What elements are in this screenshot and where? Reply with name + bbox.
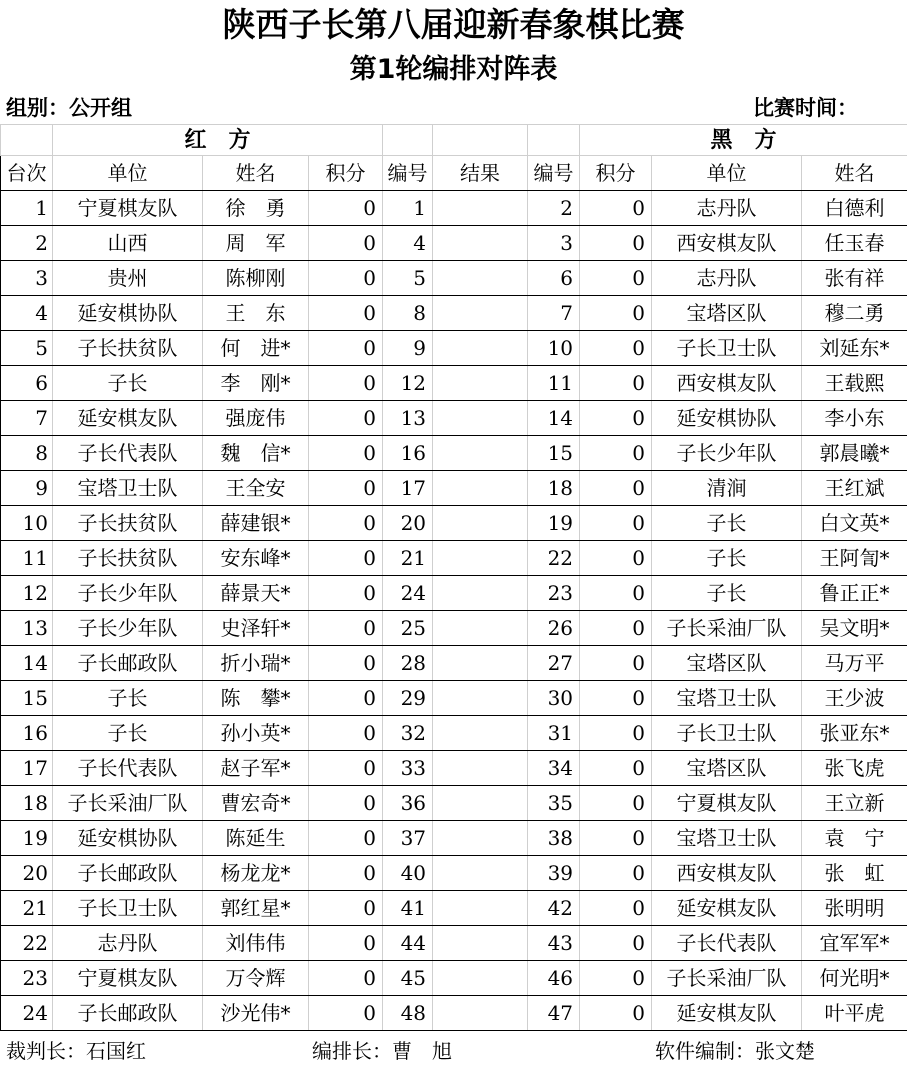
red-unit-cell: 贵州 bbox=[53, 261, 203, 296]
header-red-unit: 单位 bbox=[53, 156, 203, 191]
black-score-cell: 0 bbox=[580, 296, 652, 331]
red-score-cell: 0 bbox=[309, 401, 383, 436]
header-red-number: 编号 bbox=[383, 156, 433, 191]
black-name-cell: 白德利 bbox=[802, 191, 907, 226]
black-unit-cell: 西安棋友队 bbox=[652, 856, 802, 891]
table-row bbox=[1, 926, 907, 961]
red-number-cell: 16 bbox=[383, 436, 433, 471]
table-row bbox=[1, 681, 907, 716]
table-no-cell: 18 bbox=[1, 786, 53, 821]
black-side-label: 黑 方 bbox=[580, 125, 907, 156]
black-number-cell: 35 bbox=[528, 786, 580, 821]
red-unit-cell: 子长扶贫队 bbox=[53, 506, 203, 541]
black-number-cell: 22 bbox=[528, 541, 580, 576]
black-unit-cell: 子长采油厂队 bbox=[652, 611, 802, 646]
result-cell bbox=[433, 366, 528, 401]
red-unit-cell: 延安棋协队 bbox=[53, 821, 203, 856]
black-unit-cell: 宝塔卫士队 bbox=[652, 821, 802, 856]
black-score-cell: 0 bbox=[580, 401, 652, 436]
black-name-cell: 郭晨曦* bbox=[802, 436, 907, 471]
red-score-cell: 0 bbox=[309, 471, 383, 506]
red-score-cell: 0 bbox=[309, 191, 383, 226]
result-cell bbox=[433, 296, 528, 331]
red-number-cell: 37 bbox=[383, 821, 433, 856]
black-unit-cell: 延安棋友队 bbox=[652, 996, 802, 1031]
table-no-cell: 7 bbox=[1, 401, 53, 436]
black-number-cell: 47 bbox=[528, 996, 580, 1031]
table-no-cell: 10 bbox=[1, 506, 53, 541]
page-title: 陕西子长第八届迎新春象棋比赛 bbox=[222, 5, 685, 44]
result-cell bbox=[433, 926, 528, 961]
result-cell bbox=[433, 786, 528, 821]
black-name-cell: 张亚东* bbox=[802, 716, 907, 751]
red-name-cell: 孙小英* bbox=[203, 716, 309, 751]
black-number-cell: 34 bbox=[528, 751, 580, 786]
result-cell bbox=[433, 681, 528, 716]
result-cell bbox=[433, 191, 528, 226]
black-unit-cell: 志丹队 bbox=[652, 261, 802, 296]
result-cell bbox=[433, 996, 528, 1031]
black-name-cell: 任玉春 bbox=[802, 226, 907, 261]
red-score-cell: 0 bbox=[309, 576, 383, 611]
table-row bbox=[1, 576, 907, 611]
black-score-cell: 0 bbox=[580, 191, 652, 226]
result-cell bbox=[433, 821, 528, 856]
result-cell bbox=[433, 576, 528, 611]
result-cell bbox=[433, 961, 528, 996]
black-unit-cell: 清涧 bbox=[652, 471, 802, 506]
result-cell bbox=[433, 646, 528, 681]
red-name-cell: 赵子军* bbox=[203, 751, 309, 786]
red-side-label: 红 方 bbox=[53, 125, 383, 156]
red-unit-cell: 子长代表队 bbox=[53, 751, 203, 786]
black-number-cell: 10 bbox=[528, 331, 580, 366]
red-unit-cell: 宝塔卫士队 bbox=[53, 471, 203, 506]
red-unit-cell: 子长卫士队 bbox=[53, 891, 203, 926]
red-unit-cell: 子长邮政队 bbox=[53, 646, 203, 681]
red-score-cell: 0 bbox=[309, 996, 383, 1031]
table-row bbox=[1, 541, 907, 576]
black-unit-cell: 宁夏棋友队 bbox=[652, 786, 802, 821]
table-row bbox=[1, 191, 907, 226]
table-no-cell: 19 bbox=[1, 821, 53, 856]
red-name-cell: 折小瑞* bbox=[203, 646, 309, 681]
table-no-cell: 6 bbox=[1, 366, 53, 401]
red-number-cell: 48 bbox=[383, 996, 433, 1031]
red-number-cell: 25 bbox=[383, 611, 433, 646]
table-no-cell: 13 bbox=[1, 611, 53, 646]
table-no-cell: 4 bbox=[1, 296, 53, 331]
black-score-cell: 0 bbox=[580, 926, 652, 961]
black-name-cell: 张明明 bbox=[802, 891, 907, 926]
black-number-cell: 30 bbox=[528, 681, 580, 716]
red-number-cell: 41 bbox=[383, 891, 433, 926]
result-cell bbox=[433, 611, 528, 646]
red-name-cell: 郭红星* bbox=[203, 891, 309, 926]
table-no-cell: 22 bbox=[1, 926, 53, 961]
red-number-cell: 9 bbox=[383, 331, 433, 366]
red-number-cell: 28 bbox=[383, 646, 433, 681]
red-name-cell: 陈 攀* bbox=[203, 681, 309, 716]
black-name-cell: 王立新 bbox=[802, 786, 907, 821]
table-no-cell: 14 bbox=[1, 646, 53, 681]
black-number-cell: 31 bbox=[528, 716, 580, 751]
table-row bbox=[1, 996, 907, 1031]
black-name-cell: 鲁正正* bbox=[802, 576, 907, 611]
table-no-cell: 1 bbox=[1, 191, 53, 226]
red-name-cell: 周 军 bbox=[203, 226, 309, 261]
black-unit-cell: 宝塔区队 bbox=[652, 751, 802, 786]
table-row bbox=[1, 786, 907, 821]
red-score-cell: 0 bbox=[309, 611, 383, 646]
result-cell bbox=[433, 401, 528, 436]
red-unit-cell: 子长少年队 bbox=[53, 611, 203, 646]
red-name-cell: 史泽轩* bbox=[203, 611, 309, 646]
table-row bbox=[1, 716, 907, 751]
black-unit-cell: 延安棋协队 bbox=[652, 401, 802, 436]
black-score-cell: 0 bbox=[580, 226, 652, 261]
table-no-cell: 5 bbox=[1, 331, 53, 366]
red-score-cell: 0 bbox=[309, 436, 383, 471]
pairing-table bbox=[0, 124, 907, 1031]
black-score-cell: 0 bbox=[580, 821, 652, 856]
red-number-cell: 8 bbox=[383, 296, 433, 331]
red-score-cell: 0 bbox=[309, 961, 383, 996]
red-number-cell: 21 bbox=[383, 541, 433, 576]
table-row bbox=[1, 856, 907, 891]
black-unit-cell: 子长 bbox=[652, 506, 802, 541]
result-cell bbox=[433, 856, 528, 891]
table-row bbox=[1, 646, 907, 681]
table-row bbox=[1, 611, 907, 646]
red-unit-cell: 子长 bbox=[53, 716, 203, 751]
red-number-cell: 40 bbox=[383, 856, 433, 891]
red-number-cell: 29 bbox=[383, 681, 433, 716]
black-number-cell: 18 bbox=[528, 471, 580, 506]
black-score-cell: 0 bbox=[580, 611, 652, 646]
red-score-cell: 0 bbox=[309, 366, 383, 401]
black-unit-cell: 子长卫士队 bbox=[652, 716, 802, 751]
red-score-cell: 0 bbox=[309, 646, 383, 681]
red-unit-cell: 山西 bbox=[53, 226, 203, 261]
black-number-cell: 46 bbox=[528, 961, 580, 996]
black-name-cell: 张飞虎 bbox=[802, 751, 907, 786]
red-name-cell: 何 进* bbox=[203, 331, 309, 366]
red-unit-cell: 宁夏棋友队 bbox=[53, 961, 203, 996]
group-label: 组别：公开组 bbox=[6, 96, 132, 120]
result-cell bbox=[433, 891, 528, 926]
table-row bbox=[1, 506, 907, 541]
black-score-cell: 0 bbox=[580, 541, 652, 576]
red-score-cell: 0 bbox=[309, 891, 383, 926]
black-name-cell: 李小东 bbox=[802, 401, 907, 436]
table-no-cell: 8 bbox=[1, 436, 53, 471]
table-no-cell: 21 bbox=[1, 891, 53, 926]
black-number-cell: 14 bbox=[528, 401, 580, 436]
info-line bbox=[0, 92, 907, 124]
page-subtitle: 第1轮编排对阵表 bbox=[349, 54, 558, 85]
black-unit-cell: 宝塔区队 bbox=[652, 646, 802, 681]
footer bbox=[0, 1034, 907, 1069]
header-red-score: 积分 bbox=[309, 156, 383, 191]
red-score-cell: 0 bbox=[309, 716, 383, 751]
red-name-cell: 万令辉 bbox=[203, 961, 309, 996]
red-unit-cell: 宁夏棋友队 bbox=[53, 191, 203, 226]
table-row bbox=[1, 891, 907, 926]
table-row bbox=[1, 261, 907, 296]
red-name-cell: 李 刚* bbox=[203, 366, 309, 401]
black-name-cell: 宜军军* bbox=[802, 926, 907, 961]
table-row bbox=[1, 401, 907, 436]
black-number-cell: 43 bbox=[528, 926, 580, 961]
table-no-cell: 12 bbox=[1, 576, 53, 611]
black-name-cell: 吴文明* bbox=[802, 611, 907, 646]
table-no-cell: 16 bbox=[1, 716, 53, 751]
black-number-cell: 42 bbox=[528, 891, 580, 926]
black-unit-cell: 子长少年队 bbox=[652, 436, 802, 471]
table-row bbox=[1, 436, 907, 471]
red-unit-cell: 子长少年队 bbox=[53, 576, 203, 611]
table-row bbox=[1, 331, 907, 366]
result-cell bbox=[433, 751, 528, 786]
black-name-cell: 马万平 bbox=[802, 646, 907, 681]
black-score-cell: 0 bbox=[580, 576, 652, 611]
table-row bbox=[1, 821, 907, 856]
black-number-cell: 3 bbox=[528, 226, 580, 261]
red-number-cell: 33 bbox=[383, 751, 433, 786]
black-score-cell: 0 bbox=[580, 506, 652, 541]
table-no-cell: 3 bbox=[1, 261, 53, 296]
result-cell bbox=[433, 226, 528, 261]
black-score-cell: 0 bbox=[580, 961, 652, 996]
red-score-cell: 0 bbox=[309, 506, 383, 541]
black-name-cell: 王少波 bbox=[802, 681, 907, 716]
header-red-name: 姓名 bbox=[203, 156, 309, 191]
arranger: 编排长：曹 旭 bbox=[312, 1039, 452, 1063]
red-unit-cell: 子长扶贫队 bbox=[53, 331, 203, 366]
black-number-cell: 39 bbox=[528, 856, 580, 891]
red-unit-cell: 子长邮政队 bbox=[53, 856, 203, 891]
red-score-cell: 0 bbox=[309, 226, 383, 261]
result-cell bbox=[433, 506, 528, 541]
black-unit-cell: 延安棋友队 bbox=[652, 891, 802, 926]
red-score-cell: 0 bbox=[309, 296, 383, 331]
table-row bbox=[1, 961, 907, 996]
table-no-cell: 17 bbox=[1, 751, 53, 786]
red-score-cell: 0 bbox=[309, 261, 383, 296]
chief-referee: 裁判长：石国红 bbox=[6, 1039, 146, 1063]
black-score-cell: 0 bbox=[580, 751, 652, 786]
black-score-cell: 0 bbox=[580, 471, 652, 506]
red-unit-cell: 子长扶贫队 bbox=[53, 541, 203, 576]
black-score-cell: 0 bbox=[580, 436, 652, 471]
black-score-cell: 0 bbox=[580, 366, 652, 401]
header-result: 结果 bbox=[433, 156, 528, 191]
red-name-cell: 沙光伟* bbox=[203, 996, 309, 1031]
table-no-cell: 2 bbox=[1, 226, 53, 261]
black-unit-cell: 西安棋友队 bbox=[652, 226, 802, 261]
black-number-cell: 27 bbox=[528, 646, 580, 681]
red-score-cell: 0 bbox=[309, 751, 383, 786]
black-unit-cell: 子长采油厂队 bbox=[652, 961, 802, 996]
black-score-cell: 0 bbox=[580, 716, 652, 751]
black-score-cell: 0 bbox=[580, 996, 652, 1031]
header-black-name: 姓名 bbox=[802, 156, 907, 191]
table-no-cell: 11 bbox=[1, 541, 53, 576]
result-cell bbox=[433, 331, 528, 366]
black-unit-cell: 志丹队 bbox=[652, 191, 802, 226]
black-number-cell: 6 bbox=[528, 261, 580, 296]
result-cell bbox=[433, 471, 528, 506]
red-number-cell: 20 bbox=[383, 506, 433, 541]
black-name-cell: 白文英* bbox=[802, 506, 907, 541]
result-cell bbox=[433, 261, 528, 296]
red-score-cell: 0 bbox=[309, 786, 383, 821]
red-name-cell: 王全安 bbox=[203, 471, 309, 506]
red-name-cell: 徐 勇 bbox=[203, 191, 309, 226]
black-name-cell: 张 虹 bbox=[802, 856, 907, 891]
red-number-cell: 12 bbox=[383, 366, 433, 401]
black-score-cell: 0 bbox=[580, 331, 652, 366]
red-unit-cell: 志丹队 bbox=[53, 926, 203, 961]
red-unit-cell: 子长采油厂队 bbox=[53, 786, 203, 821]
black-unit-cell: 子长代表队 bbox=[652, 926, 802, 961]
red-unit-cell: 子长 bbox=[53, 681, 203, 716]
black-score-cell: 0 bbox=[580, 646, 652, 681]
table-no-cell: 23 bbox=[1, 961, 53, 996]
table-no-cell: 24 bbox=[1, 996, 53, 1031]
black-number-cell: 38 bbox=[528, 821, 580, 856]
black-name-cell: 袁 宁 bbox=[802, 821, 907, 856]
red-name-cell: 薛景天* bbox=[203, 576, 309, 611]
black-unit-cell: 子长 bbox=[652, 576, 802, 611]
red-name-cell: 魏 信* bbox=[203, 436, 309, 471]
red-score-cell: 0 bbox=[309, 926, 383, 961]
black-number-cell: 23 bbox=[528, 576, 580, 611]
black-name-cell: 刘延东* bbox=[802, 331, 907, 366]
red-name-cell: 安东峰* bbox=[203, 541, 309, 576]
red-unit-cell: 延安棋友队 bbox=[53, 401, 203, 436]
table-no-cell: 9 bbox=[1, 471, 53, 506]
black-unit-cell: 子长 bbox=[652, 541, 802, 576]
side-header-row bbox=[1, 125, 907, 156]
red-score-cell: 0 bbox=[309, 821, 383, 856]
black-unit-cell: 宝塔区队 bbox=[652, 296, 802, 331]
red-name-cell: 陈延生 bbox=[203, 821, 309, 856]
red-name-cell: 王 东 bbox=[203, 296, 309, 331]
black-name-cell: 穆二勇 bbox=[802, 296, 907, 331]
table-no-cell: 15 bbox=[1, 681, 53, 716]
black-number-cell: 15 bbox=[528, 436, 580, 471]
header-table-no: 台次 bbox=[1, 156, 53, 191]
red-number-cell: 24 bbox=[383, 576, 433, 611]
header-black-unit: 单位 bbox=[652, 156, 802, 191]
red-number-cell: 4 bbox=[383, 226, 433, 261]
red-number-cell: 32 bbox=[383, 716, 433, 751]
red-number-cell: 13 bbox=[383, 401, 433, 436]
red-name-cell: 曹宏奇* bbox=[203, 786, 309, 821]
red-score-cell: 0 bbox=[309, 331, 383, 366]
header-black-number: 编号 bbox=[528, 156, 580, 191]
black-score-cell: 0 bbox=[580, 261, 652, 296]
black-score-cell: 0 bbox=[580, 681, 652, 716]
black-number-cell: 26 bbox=[528, 611, 580, 646]
black-number-cell: 11 bbox=[528, 366, 580, 401]
table-no-cell: 20 bbox=[1, 856, 53, 891]
table-row bbox=[1, 296, 907, 331]
red-name-cell: 刘伟伟 bbox=[203, 926, 309, 961]
header-black-score: 积分 bbox=[580, 156, 652, 191]
black-number-cell: 2 bbox=[528, 191, 580, 226]
black-name-cell: 何光明* bbox=[802, 961, 907, 996]
red-unit-cell: 子长代表队 bbox=[53, 436, 203, 471]
red-unit-cell: 子长邮政队 bbox=[53, 996, 203, 1031]
black-score-cell: 0 bbox=[580, 786, 652, 821]
black-name-cell: 王红斌 bbox=[802, 471, 907, 506]
result-cell bbox=[433, 541, 528, 576]
table-row bbox=[1, 226, 907, 261]
red-number-cell: 45 bbox=[383, 961, 433, 996]
red-unit-cell: 子长 bbox=[53, 366, 203, 401]
red-number-cell: 5 bbox=[383, 261, 433, 296]
time-label: 比赛时间： bbox=[753, 96, 858, 120]
red-score-cell: 0 bbox=[309, 856, 383, 891]
result-cell bbox=[433, 716, 528, 751]
black-score-cell: 0 bbox=[580, 891, 652, 926]
result-cell bbox=[433, 436, 528, 471]
column-header-row bbox=[1, 156, 907, 191]
black-unit-cell: 西安棋友队 bbox=[652, 366, 802, 401]
red-number-cell: 36 bbox=[383, 786, 433, 821]
red-unit-cell: 延安棋协队 bbox=[53, 296, 203, 331]
red-number-cell: 44 bbox=[383, 926, 433, 961]
black-number-cell: 7 bbox=[528, 296, 580, 331]
red-number-cell: 1 bbox=[383, 191, 433, 226]
red-name-cell: 强庞伟 bbox=[203, 401, 309, 436]
red-number-cell: 17 bbox=[383, 471, 433, 506]
red-name-cell: 薛建银* bbox=[203, 506, 309, 541]
red-score-cell: 0 bbox=[309, 541, 383, 576]
black-name-cell: 王载熙 bbox=[802, 366, 907, 401]
table-row bbox=[1, 366, 907, 401]
black-score-cell: 0 bbox=[580, 856, 652, 891]
black-number-cell: 19 bbox=[528, 506, 580, 541]
software-author: 软件编制：张文楚 bbox=[655, 1039, 815, 1063]
black-name-cell: 叶平虎 bbox=[802, 996, 907, 1031]
black-name-cell: 张有祥 bbox=[802, 261, 907, 296]
black-unit-cell: 子长卫士队 bbox=[652, 331, 802, 366]
red-score-cell: 0 bbox=[309, 681, 383, 716]
table-row bbox=[1, 471, 907, 506]
black-unit-cell: 宝塔卫士队 bbox=[652, 681, 802, 716]
red-name-cell: 杨龙龙* bbox=[203, 856, 309, 891]
red-name-cell: 陈柳刚 bbox=[203, 261, 309, 296]
black-name-cell: 王阿訇* bbox=[802, 541, 907, 576]
table-row bbox=[1, 751, 907, 786]
